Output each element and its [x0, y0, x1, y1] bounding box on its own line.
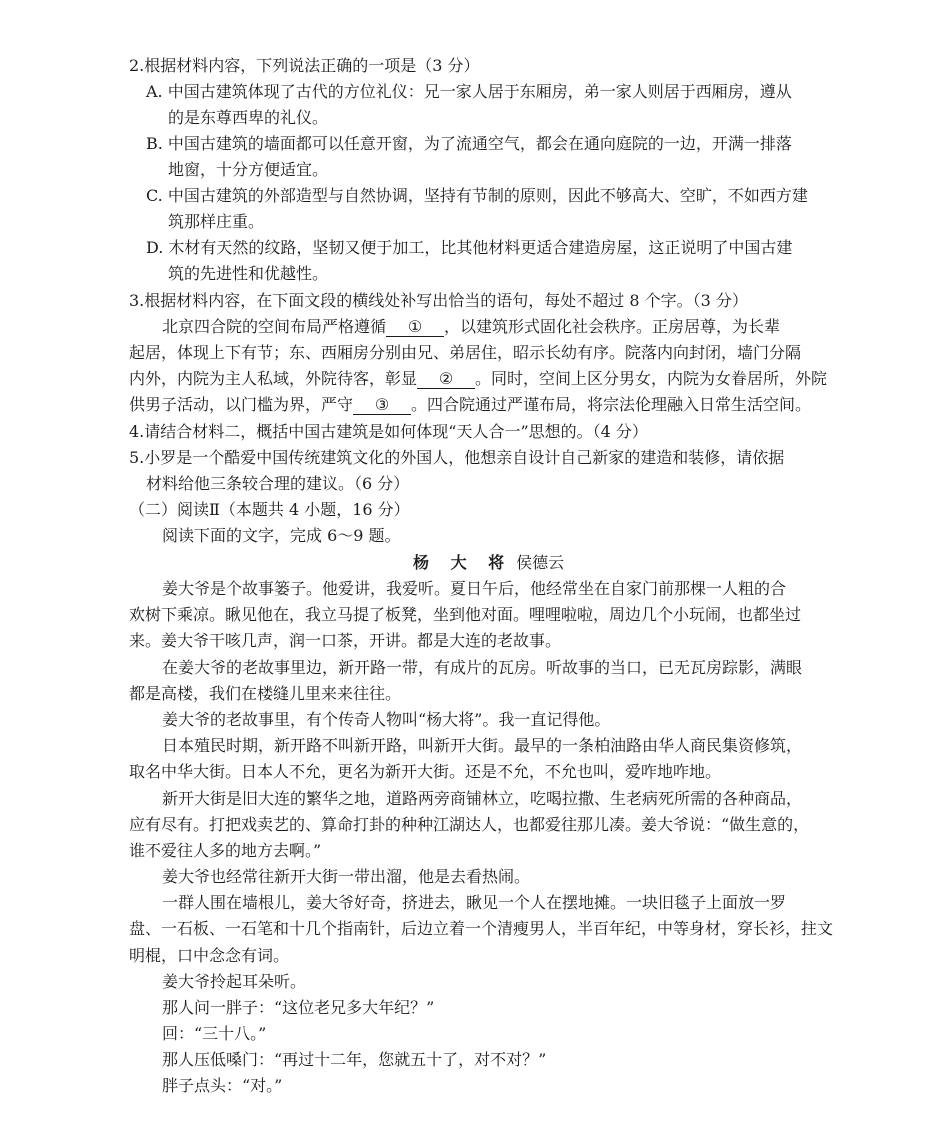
- story-author: 侯德云: [516, 553, 565, 572]
- story-line: 在姜大爷的老故事里边，新开路一带，有成片的瓦房。听故事的当口，已无瓦房踪影，满眼: [162, 658, 803, 677]
- section-instruction: 阅读下面的文字，完成 6～9 题。: [162, 526, 401, 545]
- story-line: 欢树下乘凉。瞅见他在，我立马提了板凳，坐到他对面。哩哩啦啦，周边几个小玩闹，也都坐过: [129, 605, 802, 624]
- q2-option-b-line2: 地窗，十分方便适宜。: [168, 160, 329, 179]
- story-line: 胖子点头：“对。”: [162, 1076, 283, 1095]
- q3-stem: 3.根据材料内容，在下面文段的横线处补写出恰当的语句，每处不超过 8 个字。（3 分）: [129, 291, 748, 310]
- q3-passage-text: 北京四合院的空间布局严格遵循: [162, 317, 387, 336]
- story-line: 那人压低嗓门：“再过十二年，您就五十了，对不对？”: [162, 1050, 547, 1069]
- story-line: 那人问一胖子：“这位老兄多大年纪？”: [162, 998, 435, 1017]
- q3-passage-text: 。四合院通过严谨布局，将宗法伦理融入日常生活空间。: [411, 395, 812, 414]
- q3-passage-line1: [162, 316, 780, 338]
- q3-passage-text: 内外，内院为主人私域，外院待客，彰显: [129, 369, 418, 388]
- answer-blank-2[interactable]: ②: [417, 370, 475, 389]
- story-line: 日本殖民时期，新开路不叫新开路，叫新开大街。最早的一条柏油路由华人商民集资修筑，: [162, 736, 803, 755]
- story-line: 谁不爱往人多的地方去啊。”: [129, 841, 322, 860]
- story-line: 姜大爷是个故事篓子。他爱讲，我爱听。夏日午后，他经常坐在自家门前那棵一人粗的合: [162, 579, 787, 598]
- q3-passage-text: 。同时，空间上区分男女，内院为女眷居所，外院: [475, 369, 828, 388]
- story-heading: [413, 552, 564, 574]
- story-line: 一群人围在墙根儿，姜大爷好奇，挤进去，瞅见一个人在摆地摊。一块旧毯子上面放一罗: [162, 893, 787, 912]
- story-line: 姜大爷也经常往新开大街一带出溜，他是去看热闹。: [162, 867, 531, 886]
- story-line: 姜大爷拎起耳朵听。: [162, 972, 307, 991]
- q3-passage-line2: 起居，体现上下有节；东、西厢房分别由兄、弟居住，昭示长幼有序。院落内向封闭，墙门分隔: [129, 343, 802, 362]
- q2-option-c-line2: 筑那样庄重。: [168, 212, 265, 231]
- answer-blank-3[interactable]: ③: [353, 396, 411, 415]
- story-line: 都是高楼，我们在楼缝儿里来来往往。: [129, 684, 402, 703]
- q3-passage-line4: [129, 394, 811, 416]
- q2-option-c-line1: C. 中国古建筑的外部造型与自然协调，坚持有节制的原则，因此不够高大、空旷，不如西方建: [146, 186, 808, 205]
- story-line: 姜大爷的老故事里，有个传奇人物叫“杨大将”。我一直记得他。: [162, 710, 611, 729]
- q4-stem: 4.请结合材料二，概括中国古建筑是如何体现“天人合一”思想的。（4 分）: [129, 422, 648, 441]
- section-heading: （二）阅读Ⅱ（本题共 4 小题，16 分）: [129, 500, 410, 519]
- story-line: 取名中华大街。日本人不允，更名为新开大街。还是不允，不允也叫，爱咋地咋地。: [129, 762, 722, 781]
- q3-passage-line3: [129, 368, 827, 390]
- story-line: 应有尽有。打把戏卖艺的、算命打卦的种种江湖达人，也都爱往那儿凑。姜大爷说：“做生意的，: [129, 815, 810, 834]
- q5-line2: 材料给他三条较合理的建议。（6 分）: [146, 474, 410, 493]
- q2-option-a-line2: 的是东尊西卑的礼仪。: [168, 108, 329, 127]
- answer-blank-1[interactable]: ①: [386, 318, 444, 337]
- q3-passage-text: ，以建筑形式固化社会秩序。正房居尊，为长辈: [444, 317, 781, 336]
- story-line: 明棍，口中念念有词。: [129, 946, 290, 965]
- q2-option-a-line1: A. 中国古建筑体现了古代的方位礼仪：兄一家人居于东厢房，弟一家人则居于西厢房，遵从: [146, 82, 792, 101]
- q3-passage-text: 供男子活动，以门槛为界，严守: [129, 395, 354, 414]
- story-line: 盘、一石板、一石笔和十几个指南针，后边立着一个清瘦男人，半百年纪，中等身材，穿长衫，拄文: [129, 919, 834, 938]
- q2-option-b-line1: B. 中国古建筑的墙面都可以任意开窗，为了流通空气，都会在通向庭院的一边，开满一排落: [146, 134, 792, 153]
- q5-line1: 5.小罗是一个酷爱中国传统建筑文化的外国人，他想亲自设计自己新家的建造和装修，请依据: [129, 448, 785, 467]
- q2-stem: 2.根据材料内容，下列说法正确的一项是（3 分）: [129, 56, 480, 75]
- q2-option-d-line2: 筑的先进性和优越性。: [168, 264, 329, 283]
- story-line: 来。姜大爷干咳几声，润一口茶，开讲。都是大连的老故事。: [129, 631, 562, 650]
- story-title: 杨 大 将: [413, 553, 513, 572]
- story-line: 回：“三十八。”: [162, 1024, 267, 1043]
- story-line: 新开大街是旧大连的繁华之地，道路两旁商铺林立，吃喝拉撒、生老病死所需的各种商品，: [162, 789, 803, 808]
- q2-option-d-line1: D. 木材有天然的纹路，坚韧又便于加工，比其他材料更适合建造房屋，这正说明了中国古建: [146, 238, 793, 257]
